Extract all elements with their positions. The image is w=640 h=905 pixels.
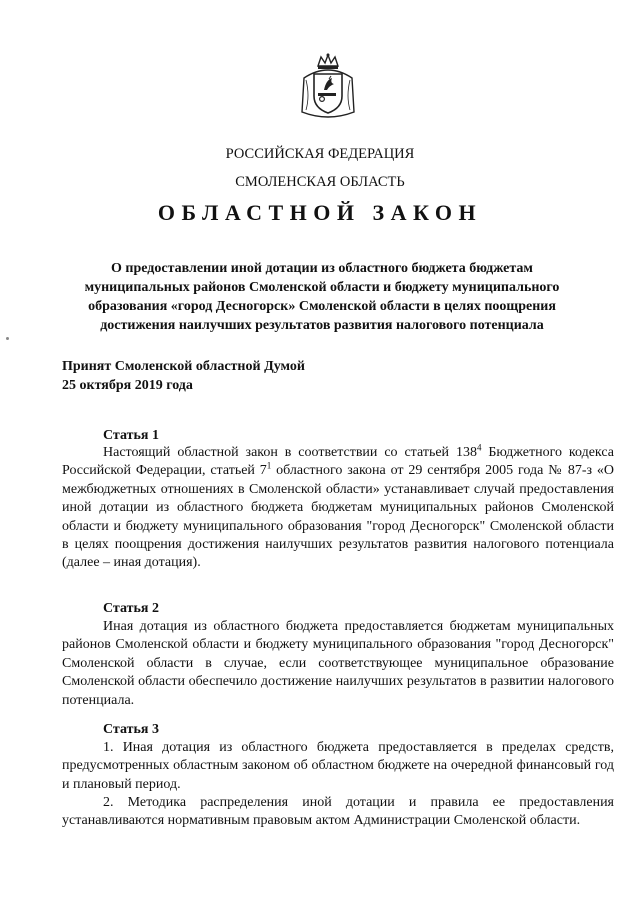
article-3-heading: Статья 3 <box>103 722 159 737</box>
article-2-text: Иная дотация из областного бюджета предоставляется бюджетам муниципальных районов Смоленской области и бюджету муниципального образования "город Десногорск" Смоленской области в случае, если соответствующее муниципальное образование Смоленской области обеспечило достижение наилучших результатов в развитии налогового потенциала. <box>62 619 614 708</box>
law-subject-title: О предоставлении иной дотации из областного бюджета бюджетам муниципальных районов Смоленской области и бюджету муниципального образования «город Десногорск» Смоленской области в целях поощрения достижения наилучших результатов развития налогового потенциала <box>84 261 560 333</box>
article-3-paragraph-2: 2. Методика распределения иной дотации и правила ее предоставления устанавливаются нормативным правовым актом Администрации Смоленской области. <box>62 795 614 829</box>
article-number-superscript: 4 <box>476 442 482 453</box>
adopted-by: Принят Смоленской областной Думой <box>62 359 305 374</box>
article-3-paragraph-1: 1. Иная дотация из областного бюджета предоставляется в пределах средств, предусмотренных областным законом об областном бюджете на очередной финансовый год и плановый период. <box>62 740 614 792</box>
article-1-text <box>62 444 614 573</box>
article-1-text-part-b: Бюджетного кодекса Российской Федерации, статьей 7 <box>62 445 614 479</box>
margin-mark <box>6 337 9 340</box>
region-title: СМОЛЕНСКАЯ ОБЛАСТЬ <box>235 174 405 190</box>
article-number-superscript: 1 <box>266 460 272 471</box>
article-1-heading: Статья 1 <box>103 428 159 443</box>
federation-title: РОССИЙСКАЯ ФЕДЕРАЦИЯ <box>225 146 415 162</box>
article-2-heading: Статья 2 <box>103 601 159 616</box>
article-1-text-part-a: Настоящий областной закон в соответствии со статьей 138 <box>103 445 477 460</box>
document-type-title: ОБЛАСТНОЙ ЗАКОН <box>157 200 483 225</box>
coat-of-arms-icon <box>296 52 360 124</box>
adoption-info <box>62 357 305 395</box>
article-1-text-part-c: областного закона от 29 сентября 2005 года № 87-з «О межбюджетных отношениях в Смоленской области» устанавливает случай предоставления иной дотации из областного бюджета бюджетам муниципальных районов Смоленской области и бюджету муниципального образования "город Десногорск" Смоленской области в целях поощрения достижения наилучших результатов развития налогового потенциала (далее – иная дотация). <box>62 463 614 571</box>
adoption-date: 25 октября 2019 года <box>62 378 193 393</box>
